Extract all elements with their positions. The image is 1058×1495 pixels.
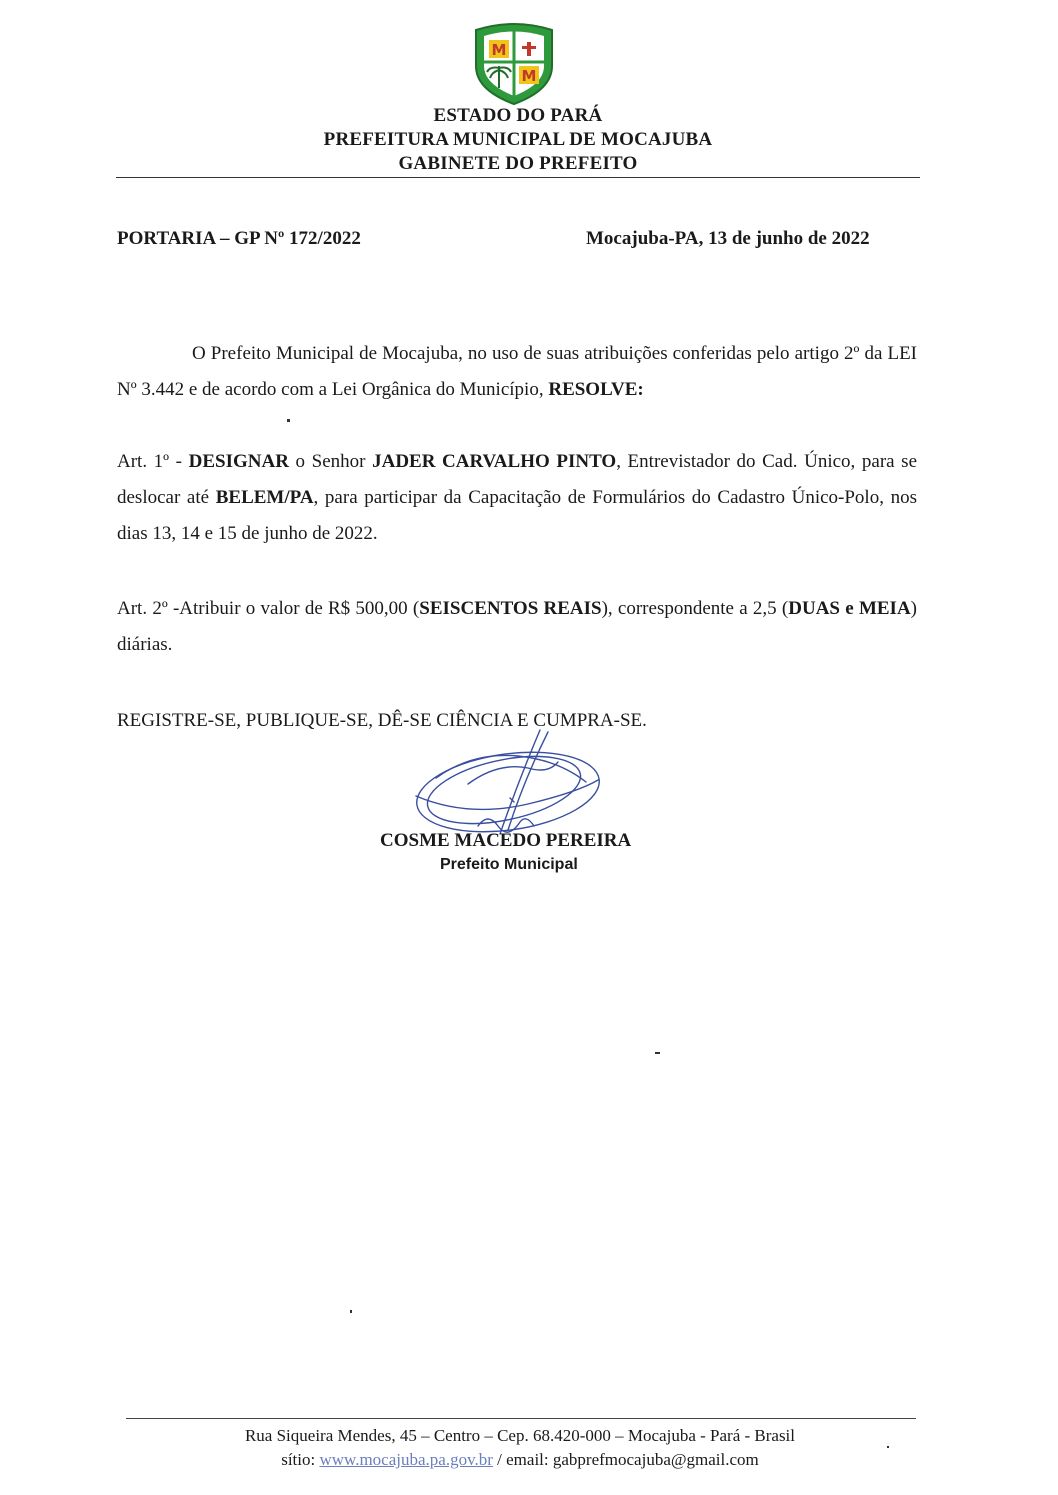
art2-qty-words: DUAS e MEIA: [788, 598, 911, 619]
art2-text-1: ), correspondente a 2,5 (: [601, 598, 789, 619]
document-number: PORTARIA – GP Nº 172/2022: [117, 228, 361, 249]
footer-address: Rua Siqueira Mendes, 45 – Centro – Cep. 68.420-000 – Mocajuba - Pará - Brasil: [244, 1426, 796, 1445]
preamble-paragraph: [117, 336, 917, 408]
coat-of-arms-logo: [470, 20, 558, 106]
website-link[interactable]: www.mocajuba.pa.gov.br: [319, 1450, 493, 1469]
art2-text-2: ) diárias.: [117, 598, 917, 655]
scan-speck: [350, 1310, 352, 1313]
state-name: ESTADO DO PARÁ: [433, 105, 603, 126]
email-address[interactable]: gabprefmocajuba@gmail.com: [552, 1450, 759, 1469]
municipality-name: PREFEITURA MUNICIPAL DE MOCAJUBA: [323, 129, 713, 150]
office-name: GABINETE DO PREFEITO: [398, 153, 638, 174]
art1-text-3: , para participar da Capacitação de Formulários do Cadastro Único-Polo, nos dias 13, 14 e 15 de junho de 2022.: [117, 487, 917, 544]
email-label: / email:: [492, 1450, 553, 1469]
art2-prefix: Art. 2º -Atribuir o valor de R$ 500,00 (: [117, 598, 420, 619]
scan-speck: [655, 1052, 660, 1054]
site-label: sítio:: [281, 1450, 320, 1469]
art1-text-1: o Senhor: [288, 451, 373, 472]
art1-destination: BELEM/PA: [215, 487, 314, 508]
art1-text-2: , Entrevistador do Cad. Único, para se deslocar até: [117, 451, 918, 508]
resolve-keyword: RESOLVE:: [548, 379, 644, 400]
footer: [150, 1424, 890, 1472]
letterhead: [0, 104, 1036, 176]
signatory-name: COSME MACEDO PEREIRA: [380, 830, 632, 851]
svg-text:M: M: [521, 67, 537, 85]
article-2: [117, 591, 917, 663]
footer-divider: [126, 1418, 916, 1419]
header-divider: [116, 177, 920, 178]
article-1: [117, 444, 917, 552]
art2-amount-words: SEISCENTOS REAIS: [419, 598, 602, 619]
signatory-role: Prefeito Municipal: [440, 856, 578, 873]
svg-text:M: M: [491, 41, 507, 59]
art1-prefix: Art. 1º -: [117, 451, 189, 472]
place-and-date: Mocajuba-PA, 13 de junho de 2022: [586, 228, 870, 249]
scan-speck: [287, 419, 290, 422]
art1-verb: DESIGNAR: [188, 451, 289, 472]
preamble-text: O Prefeito Municipal de Mocajuba, no uso de suas atribuições conferidas pelo artigo 2º da LEI Nº 3.442 e de acordo com a Lei Orgânica do Município,: [117, 343, 917, 400]
footer-contact: [150, 1448, 890, 1472]
closing-formula: REGISTRE-SE, PUBLIQUE-SE, DÊ-SE CIÊNCIA E CUMPRA-SE.: [117, 710, 647, 731]
art1-person: JADER CARVALHO PINTO: [372, 451, 617, 472]
